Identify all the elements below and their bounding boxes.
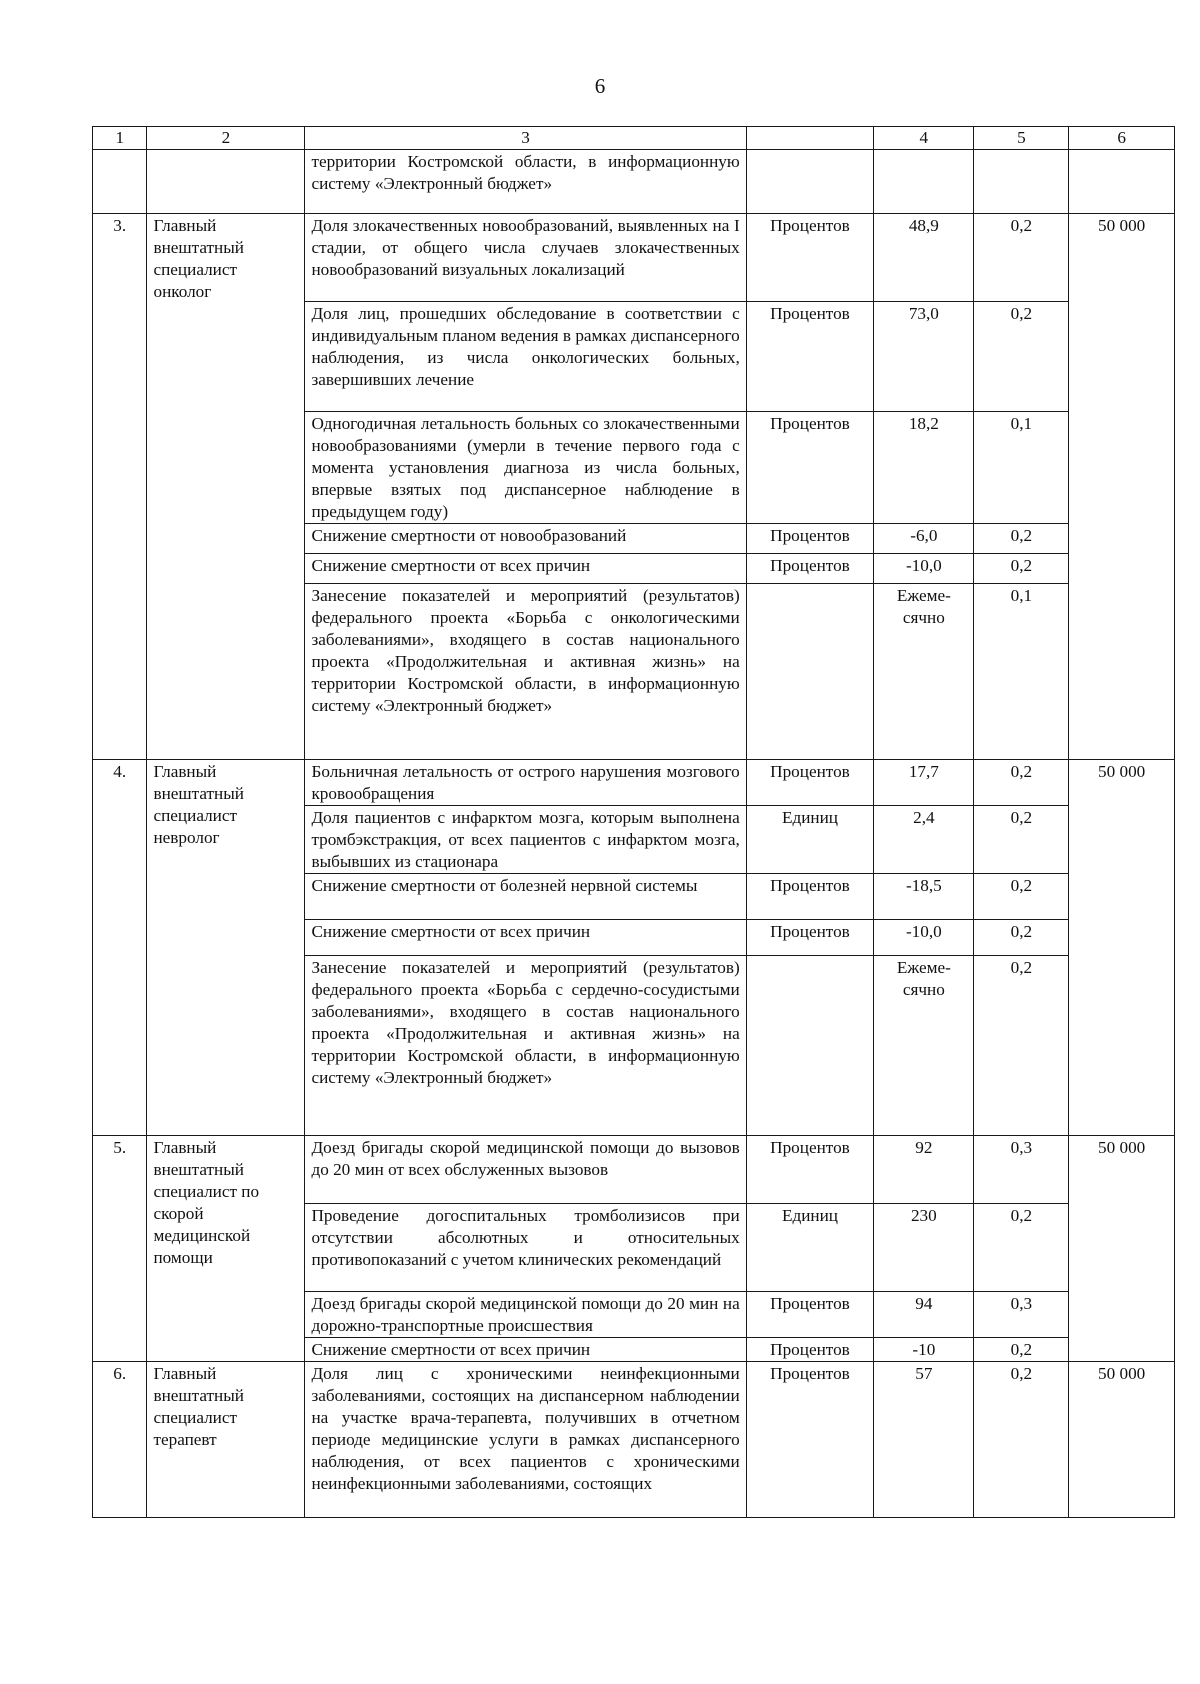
unit-cell: Процентов xyxy=(746,302,873,412)
unit-cell: Процентов xyxy=(746,524,873,554)
unit-cell: Процентов xyxy=(746,1292,873,1338)
header-cell: 1 xyxy=(93,127,147,150)
unit-cell xyxy=(746,150,873,214)
specialist-cell: Главный внештатный специалист по скорой медицинской помощи xyxy=(147,1136,305,1362)
header-cell xyxy=(746,127,873,150)
weight-cell: 0,3 xyxy=(974,1136,1069,1204)
weight-cell: 0,1 xyxy=(974,412,1069,524)
row-number xyxy=(93,150,147,214)
specialist-cell xyxy=(147,150,305,214)
weight-cell: 0,2 xyxy=(974,1338,1069,1362)
value-cell: 73,0 xyxy=(874,302,974,412)
header-cell: 2 xyxy=(147,127,305,150)
unit-cell: Процентов xyxy=(746,760,873,806)
unit-cell: Процентов xyxy=(746,1136,873,1204)
weight-cell: 0,2 xyxy=(974,302,1069,412)
indicator-cell: Доля лиц, прошедших обследование в соответствии с индивидуальным планом ведения в рамках диспансерного наблюдения, из числа онкологических больных, завершивших лечение xyxy=(305,302,746,412)
indicator-cell: Снижение смертности от болезней нервной системы xyxy=(305,874,746,920)
specialist-cell: Главный внештатный специалист терапевт xyxy=(147,1362,305,1518)
indicators-table xyxy=(92,126,1175,1518)
indicator-cell: Снижение смертности от новообразований xyxy=(305,524,746,554)
row-number: 4. xyxy=(93,760,147,1136)
header-row xyxy=(93,127,1175,150)
indicator-cell: Снижение смертности от всех причин xyxy=(305,554,746,584)
table-row xyxy=(93,214,1175,302)
row-number: 6. xyxy=(93,1362,147,1518)
indicator-cell: Доезд бригады скорой медицинской помощи до 20 мин на дорожно-транспортные происшествия xyxy=(305,1292,746,1338)
value-cell: 17,7 xyxy=(874,760,974,806)
indicator-cell: территории Костромской области, в информационную систему «Электронный бюджет» xyxy=(305,150,746,214)
unit-cell: Процентов xyxy=(746,554,873,584)
weight-cell: 0,2 xyxy=(974,920,1069,956)
table-row xyxy=(93,1136,1175,1204)
weight-cell: 0,2 xyxy=(974,956,1069,1136)
value-cell: 2,4 xyxy=(874,806,974,874)
indicator-cell: Занесение показателей и мероприятий (результатов) федерального проекта «Борьба с сердечно-сосудистыми заболеваниями», входящего в состав национального проекта «Продолжительная и активная жизнь» на территории Костромской области, в информационную систему «Электронный бюджет» xyxy=(305,956,746,1136)
value-cell: -6,0 xyxy=(874,524,974,554)
weight-cell: 0,2 xyxy=(974,554,1069,584)
indicator-cell: Проведение догоспитальных тромболизисов при отсутствии абсолютных и относительных противопоказаний с учетом клинических рекомендаций xyxy=(305,1204,746,1292)
value-cell: Ежеме-сячно xyxy=(874,584,974,760)
table-row xyxy=(93,150,1175,214)
weight-cell xyxy=(974,150,1069,214)
value-cell: 57 xyxy=(874,1362,974,1518)
amount-cell: 50 000 xyxy=(1069,214,1175,760)
unit-cell: Процентов xyxy=(746,412,873,524)
row-number: 3. xyxy=(93,214,147,760)
indicator-cell: Снижение смертности от всех причин xyxy=(305,1338,746,1362)
amount-cell: 50 000 xyxy=(1069,760,1175,1136)
weight-cell: 0,2 xyxy=(974,760,1069,806)
specialist-cell: Главный внештатный специалист онколог xyxy=(147,214,305,760)
unit-cell: Единиц xyxy=(746,806,873,874)
indicator-cell: Доля пациентов с инфарктом мозга, которым выполнена тромбэкстракция, от всех пациентов с инфарктом мозга, выбывших из стационара xyxy=(305,806,746,874)
weight-cell: 0,2 xyxy=(974,1204,1069,1292)
weight-cell: 0,2 xyxy=(974,524,1069,554)
indicator-cell: Занесение показателей и мероприятий (результатов) федерального проекта «Борьба с онкологическими заболеваниями», входящего в состав национального проекта «Продолжительная и активная жизнь» на территории Костромской области, в информационную систему «Электронный бюджет» xyxy=(305,584,746,760)
indicator-cell: Доезд бригады скорой медицинской помощи до вызовов до 20 мин от всех обслуженных вызовов xyxy=(305,1136,746,1204)
indicator-cell: Доля лиц с хроническими неинфекционными заболеваниями, состоящих на диспансерном наблюдении на участке врача-терапевта, получивших в отчетном периоде медицинские услуги в рамках диспансерного наблюдения, от всех пациентов с хроническими неинфекционными заболеваниями, состоящих xyxy=(305,1362,746,1518)
table-row xyxy=(93,760,1175,806)
amount-cell xyxy=(1069,150,1175,214)
unit-cell: Единиц xyxy=(746,1204,873,1292)
table-row xyxy=(93,1362,1175,1518)
value-cell: 92 xyxy=(874,1136,974,1204)
weight-cell: 0,3 xyxy=(974,1292,1069,1338)
indicator-cell: Больничная летальность от острого нарушения мозгового кровообращения xyxy=(305,760,746,806)
unit-cell xyxy=(746,584,873,760)
value-cell xyxy=(874,150,974,214)
unit-cell: Процентов xyxy=(746,920,873,956)
value-cell: Ежеме-сячно xyxy=(874,956,974,1136)
unit-cell: Процентов xyxy=(746,1362,873,1518)
value-cell: 94 xyxy=(874,1292,974,1338)
specialist-cell: Главный внештатный специалист невролог xyxy=(147,760,305,1136)
header-cell: 4 xyxy=(874,127,974,150)
indicator-cell: Снижение смертности от всех причин xyxy=(305,920,746,956)
weight-cell: 0,2 xyxy=(974,806,1069,874)
value-cell: 18,2 xyxy=(874,412,974,524)
header-cell: 6 xyxy=(1069,127,1175,150)
amount-cell: 50 000 xyxy=(1069,1362,1175,1518)
value-cell: -18,5 xyxy=(874,874,974,920)
unit-cell: Процентов xyxy=(746,214,873,302)
weight-cell: 0,2 xyxy=(974,1362,1069,1518)
amount-cell: 50 000 xyxy=(1069,1136,1175,1362)
value-cell: -10 xyxy=(874,1338,974,1362)
unit-cell xyxy=(746,956,873,1136)
value-cell: 230 xyxy=(874,1204,974,1292)
unit-cell: Процентов xyxy=(746,1338,873,1362)
weight-cell: 0,2 xyxy=(974,214,1069,302)
value-cell: 48,9 xyxy=(874,214,974,302)
indicator-cell: Доля злокачественных новообразований, выявленных на I стадии, от общего числа случаев злокачественных новообразований визуальных локализаций xyxy=(305,214,746,302)
row-number: 5. xyxy=(93,1136,147,1362)
page-number: 6 xyxy=(594,74,606,98)
weight-cell: 0,2 xyxy=(974,874,1069,920)
value-cell: -10,0 xyxy=(874,920,974,956)
header-cell: 3 xyxy=(305,127,746,150)
value-cell: -10,0 xyxy=(874,554,974,584)
indicator-cell: Одногодичная летальность больных со злокачественными новообразованиями (умерли в течение первого года с момента установления диагноза из числа больных, впервые взятых под диспансерное наблюдение в предыдущем году) xyxy=(305,412,746,524)
weight-cell: 0,1 xyxy=(974,584,1069,760)
header-cell: 5 xyxy=(974,127,1069,150)
unit-cell: Процентов xyxy=(746,874,873,920)
